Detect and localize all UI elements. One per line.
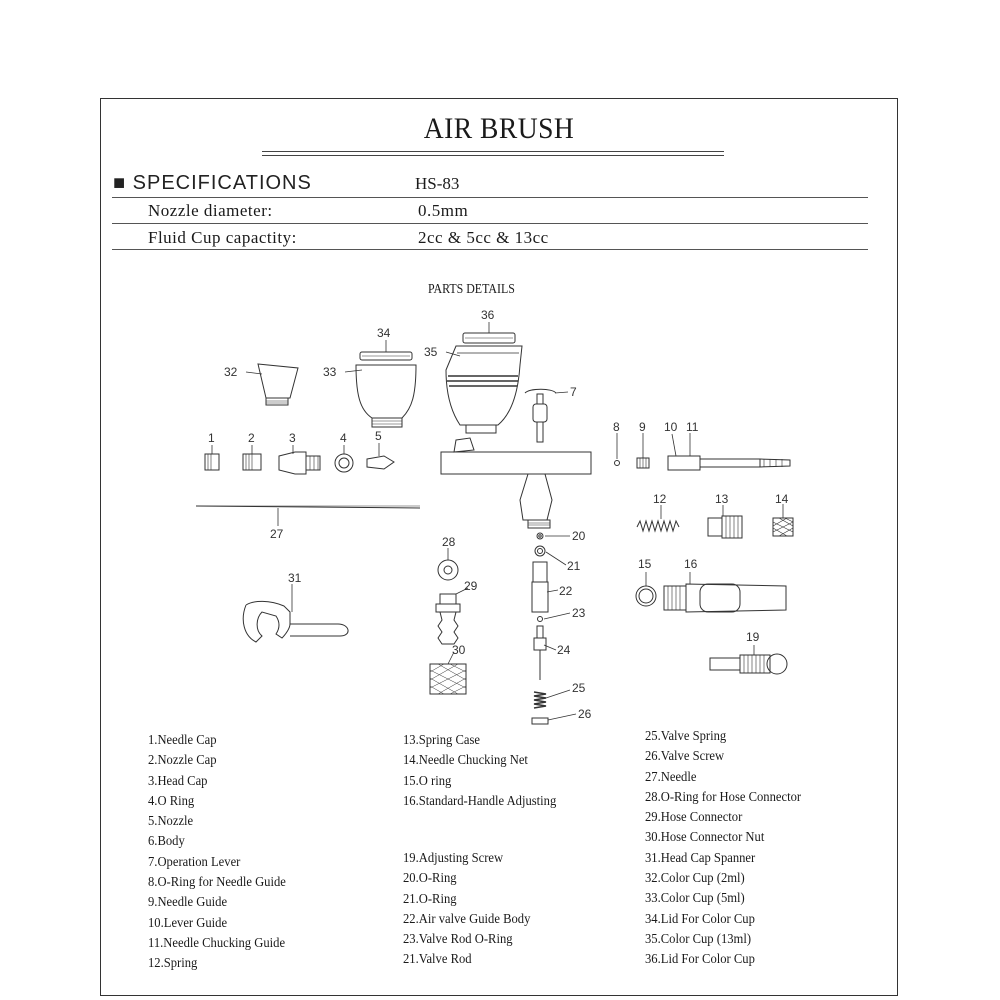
callout-2: 2	[248, 431, 255, 445]
callout-34: 34	[377, 326, 391, 340]
page-title: AIR BRUSH	[423, 112, 575, 145]
legend-item: 4.O Ring	[148, 793, 195, 809]
legend-item: 5.Nozzle	[148, 814, 194, 830]
callout-4: 4	[340, 431, 347, 445]
fluid-cup-label: Fluid Cup capactity:	[148, 228, 297, 247]
operation-lever	[525, 389, 556, 442]
legend-item: 21.O-Ring	[403, 891, 457, 907]
callout-22: 22	[559, 584, 573, 598]
callout-28: 28	[442, 535, 456, 549]
legend-item: 6.Body	[148, 834, 185, 850]
callout-10: 10	[664, 420, 678, 434]
legend-item: 8.O-Ring for Needle Guide	[148, 875, 286, 891]
legend-item: 23.Valve Rod O-Ring	[403, 932, 513, 948]
legend-item: 20.O-Ring	[403, 871, 457, 887]
nozzle-diameter-value: 0.5mm	[418, 201, 469, 220]
legend-item: 15.O ring	[403, 773, 452, 789]
hose-connector	[430, 560, 466, 694]
legend-item: 33.Color Cup (5ml)	[645, 891, 745, 907]
legend-item: 22.Air valve Guide Body	[403, 911, 531, 927]
callout-36: 36	[481, 308, 495, 322]
fluid-cup-value: 2cc & 5cc & 13cc	[418, 228, 549, 247]
legend-item: 1.Needle Cap	[148, 733, 217, 748]
callout-12: 12	[653, 492, 667, 506]
adjusting-screw	[710, 654, 787, 674]
callout-21: 21	[567, 559, 581, 573]
callout-31: 31	[288, 571, 302, 585]
legend-item: 14.Needle Chucking Net	[403, 753, 528, 769]
color-cup-5ml	[356, 352, 416, 427]
spring-and-case	[637, 516, 793, 538]
legend-item: 29.Hose Connector	[645, 810, 743, 826]
callout-20: 20	[572, 529, 586, 543]
legend-item: 3.Head Cap	[148, 773, 208, 789]
callout-27: 27	[270, 527, 284, 541]
callout-5: 5	[375, 429, 382, 443]
color-cup-13ml	[446, 333, 522, 433]
legend-item: 11.Needle Chucking Guide	[148, 935, 286, 951]
legend-item: 28.O-Ring for Hose Connector	[645, 789, 802, 805]
callout-30: 30	[452, 643, 466, 657]
callout-25: 25	[572, 681, 586, 695]
legend-item: 13.Spring Case	[403, 733, 481, 748]
valve-assembly	[532, 533, 548, 724]
callout-13: 13	[715, 492, 729, 506]
legend-item: 12.Spring	[148, 956, 198, 972]
handle-adjusting	[636, 584, 786, 612]
legend-item: 31.Head Cap Spanner	[645, 850, 756, 866]
legend-item: 30.Hose Connector Nut	[645, 830, 765, 846]
callout-24: 24	[557, 643, 571, 657]
legend-item: 21.Valve Rod	[403, 952, 472, 968]
legend-item: 26.Valve Screw	[645, 749, 725, 765]
legend-item: 32.Color Cup (2ml)	[645, 871, 745, 887]
specifications-heading: ■ SPECIFICATIONS	[113, 172, 312, 194]
callout-35: 35	[424, 345, 438, 359]
head-cap-spanner	[243, 601, 348, 642]
legend-item: 34.Lid For Color Cup	[645, 911, 755, 927]
legend-item: 27.Needle	[645, 769, 697, 785]
callout-16: 16	[684, 557, 698, 571]
callout-9: 9	[639, 420, 646, 434]
legend-item: 9.Needle Guide	[148, 895, 228, 911]
legend-column-2b	[403, 849, 545, 971]
legend-item: 7.Operation Lever	[148, 854, 241, 870]
callout-7: 7	[570, 385, 577, 399]
legend-item: 36.Lid For Color Cup	[645, 952, 755, 968]
nozzle-diameter-label: Nozzle diameter:	[148, 201, 273, 220]
callout-19: 19	[746, 630, 760, 644]
callout-1: 1	[208, 431, 215, 445]
needle-guide-parts	[615, 456, 791, 470]
callout-11: 11	[686, 420, 699, 434]
legend-column-3	[645, 727, 818, 971]
callout-33: 33	[323, 365, 337, 379]
callout-32: 32	[224, 365, 238, 379]
callout-29: 29	[464, 579, 478, 593]
front-nozzle-parts	[205, 452, 394, 474]
callout-15: 15	[638, 557, 652, 571]
callout-23: 23	[572, 606, 586, 620]
legend-item: 2.Nozzle Cap	[148, 753, 217, 769]
legend-item: 19.Adjusting Screw	[403, 851, 504, 866]
legend-item: 35.Color Cup (13ml)	[645, 931, 752, 947]
color-cup-2ml	[258, 364, 298, 405]
airbrush-body	[441, 438, 591, 528]
model-number: HS-83	[415, 174, 460, 193]
callout-26: 26	[578, 707, 592, 721]
legend-column-2a	[403, 731, 573, 812]
callout-14: 14	[775, 492, 789, 506]
parts-details-heading: PARTS DETAILS	[428, 282, 515, 297]
callout-8: 8	[613, 420, 620, 434]
callout-3: 3	[289, 431, 296, 445]
legend-item: 25.Valve Spring	[645, 729, 727, 744]
legend-column-1	[148, 731, 301, 975]
legend-item: 16.Standard-Handle Adjusting	[403, 793, 557, 809]
legend-item: 10.Lever Guide	[148, 915, 228, 931]
callout-numbers	[208, 308, 789, 721]
